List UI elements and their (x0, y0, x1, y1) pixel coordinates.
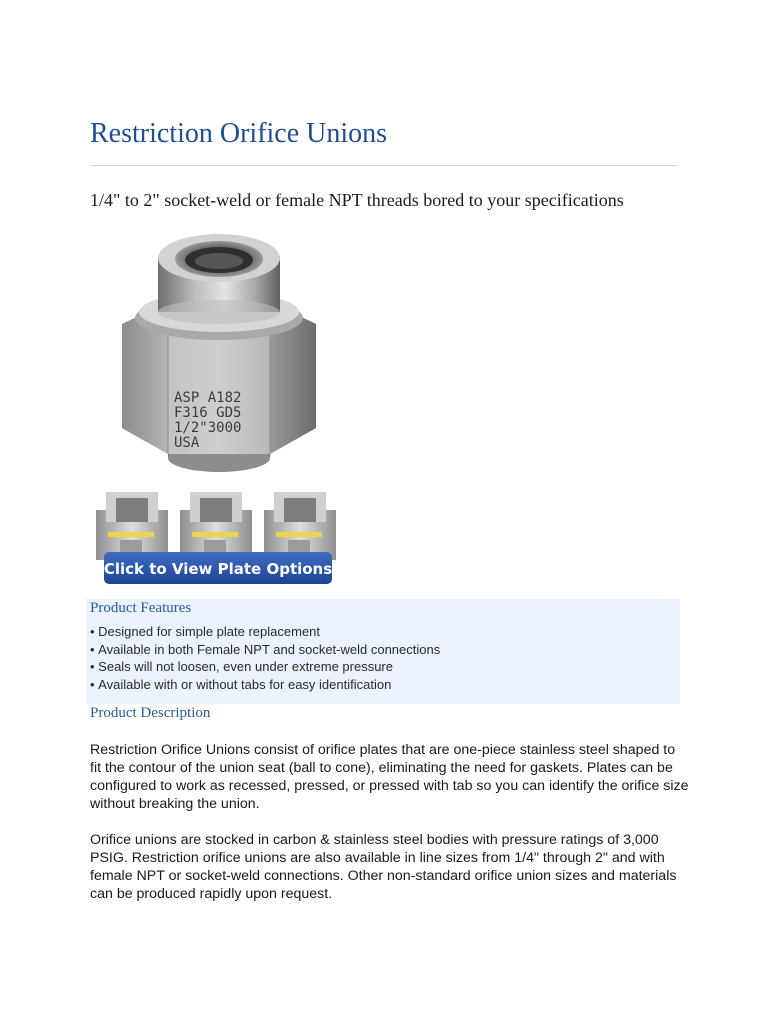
description-paragraph-2: Orifice unions are stocked in carbon & stainless steel bodies with pressure ratings of 3,000 PSIG. Restriction orifice unions are also available in line sizes from 1/4" through 2" and with female NPT or socket-weld connections. Other non-standard orifice union sizes and materials can be produced rapidly upon request. (90, 832, 677, 902)
feature-item: • Available with or without tabs for easy identification (90, 676, 440, 694)
feature-item: • Available in both Female NPT and socket-weld connections (90, 641, 440, 659)
title-divider (90, 165, 678, 166)
page-title: Restriction Orifice Unions (90, 118, 388, 149)
plate-cutaway-3 (264, 492, 336, 560)
stamp-line-3: 1/2"3000 (174, 420, 242, 436)
pipe-union-photo (110, 232, 326, 484)
stamp-line-1: ASP A182 (174, 390, 242, 406)
product-description-heading: Product Description (90, 705, 211, 721)
feature-item: • Seals will not loosen, even under extreme pressure (90, 658, 440, 676)
page-subtitle: 1/4" to 2" socket-weld or female NPT threads bored to your specifications (90, 190, 624, 210)
description-paragraph-1: Restriction Orifice Unions consist of orifice plates that are one-piece stainless steel shaped to fit the contour of the union seat (ball to cone), eliminating the need for gaskets. Plates can be configured to work as recessed, pressed, or pressed with tab so you can identify the orifice size without breaking the union. (90, 742, 689, 812)
plate-options-label[interactable]: Click to View Plate Options (103, 560, 333, 578)
stamp-line-2: F316 GD5 (174, 405, 242, 421)
plate-cutaway-2 (180, 492, 252, 560)
product-features-heading: Product Features (90, 600, 192, 616)
product-features-list (90, 623, 440, 693)
plate-cutaway-1 (96, 492, 168, 560)
view-plate-options-button[interactable] (94, 488, 338, 586)
stamp-line-4: USA (174, 435, 200, 451)
feature-item: • Designed for simple plate replacement (90, 623, 440, 641)
